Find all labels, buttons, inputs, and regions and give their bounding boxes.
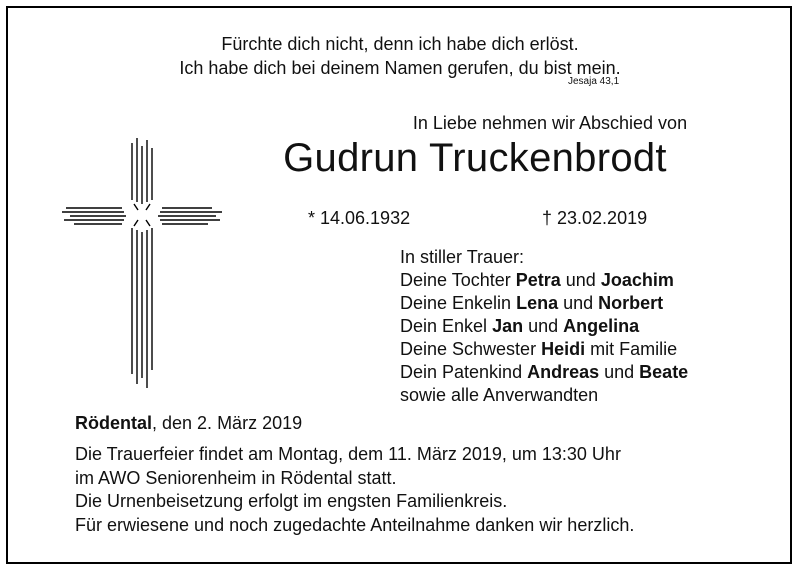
mourner-name: Angelina [563, 316, 640, 336]
mourner-name: Beate [639, 362, 689, 382]
mourner-row [400, 338, 688, 361]
birth-date: * 14.06.1932 [308, 208, 411, 228]
place-date [75, 413, 302, 434]
intro-text: In Liebe nehmen wir Abschied von [412, 113, 688, 133]
funeral-notes [75, 443, 634, 537]
notes-line: Für erwiesene und noch zugedachte Anteilnahme danken wir herzlich. [75, 514, 635, 535]
connector-text: und [599, 362, 640, 382]
mourners-list [400, 246, 688, 407]
mourner-row [400, 315, 688, 338]
bible-verse [0, 32, 800, 80]
notes-line: im AWO Seniorenheim in Rödental statt. [75, 467, 397, 488]
mourner-name: Petra [515, 270, 561, 290]
relation-text: Deine Enkelin [400, 293, 517, 313]
mourner-name: Andreas [527, 362, 600, 382]
notes-line: Die Trauerfeier findet am Montag, dem 11. März 2019, um 13:30 Uhr [75, 444, 621, 464]
notes-line: Die Urnenbeisetzung erfolgt im engsten Familienkreis. [75, 491, 508, 511]
relation-text: Dein Enkel [400, 316, 493, 336]
relation-text: Dein Patenkind [400, 362, 528, 382]
cross-icon [62, 138, 222, 388]
mourner-name: Lena [516, 293, 559, 313]
place-town: Rödental [75, 413, 153, 433]
mourner-row [400, 269, 688, 292]
death-date: † 23.02.2019 [542, 208, 648, 228]
verse-line-2: Ich habe dich bei deinem Namen gerufen, du bist mein. [179, 58, 621, 78]
deceased-name: Gudrun Truckenbrodt [283, 136, 667, 180]
connector-text: mit Familie [585, 339, 678, 359]
mourners-closing: sowie alle Anverwandten [400, 385, 599, 405]
verse-source: Jesaja 43,1 [568, 76, 620, 87]
connector-text: und [558, 293, 599, 313]
relation-text: Deine Tochter [400, 270, 516, 290]
connector-text: und [523, 316, 564, 336]
mourner-name: Heidi [541, 339, 586, 359]
place-date-text: , den 2. März 2019 [152, 413, 303, 433]
relation-text: Deine Schwester [400, 339, 542, 359]
connector-text: und [560, 270, 601, 290]
mourners-heading: In stiller Trauer: [400, 247, 525, 267]
mourner-name: Joachim [600, 270, 674, 290]
mourner-name: Norbert [598, 293, 664, 313]
mourner-row [400, 361, 688, 384]
mourner-row [400, 292, 688, 315]
mourner-name: Jan [492, 316, 524, 336]
verse-line-1: Fürchte dich nicht, denn ich habe dich erlöst. [221, 34, 579, 54]
